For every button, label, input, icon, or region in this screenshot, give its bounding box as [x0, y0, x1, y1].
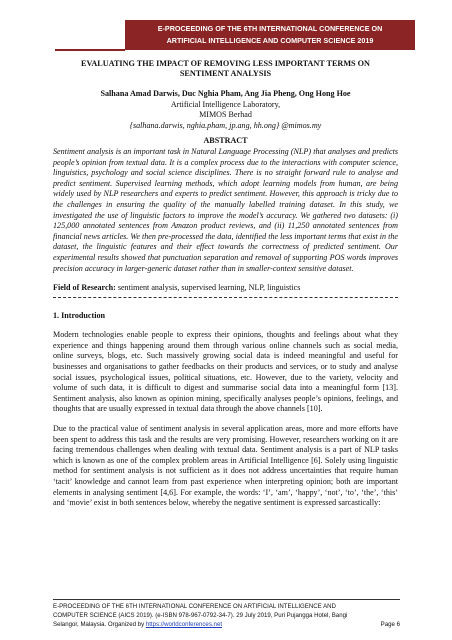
field-value: sentiment analysis, supervised learning, NLP, linguistics: [115, 283, 301, 293]
intro-paragraph-1: Modern technologies enable people to express their opinions, thoughts and feelings about what they experience and things happening around them through various online channels such as social media, online surveys, blogs, etc. Such massively growing social data is indeed meaningful and useful for businesses and organisations to gather feedbacks on their products and services, or to study and analyse social issues, psychological issues, political situations, etc. However, due to the variety, velocity and volume of such data, it is difficult to digest and summarise social data into a meaningful form [13]. Sentiment analysis, also known as opinion mining, specifically analyses people’s opinions, feelings, and thoughts that are usually expressed in textual data through the above channels [10].: [53, 330, 398, 414]
conference-website-link[interactable]: https://worldconferences.net: [145, 621, 223, 628]
page-number: Page 6: [380, 621, 400, 628]
title-line-1: EVALUATING THE IMPACT OF REMOVING LESS IMPORTANT TERMS ON: [81, 59, 370, 68]
affiliation-line-1: Artificial Intelligence Laboratory,: [170, 99, 281, 109]
footer-line-2: COMPUTER SCIENCE (AICS 2019). (e-ISBN 978-967-0792-34-7). 29 July 2019, Puri Pujangga Hotel, Bangi: [53, 612, 348, 619]
field-of-research: [53, 283, 398, 294]
footer-line-3: [53, 620, 400, 629]
header-line-1: E-PROCEEDING OF THE 6TH INTERNATIONAL CONFERENCE ON: [157, 24, 383, 33]
paper-body: [53, 59, 398, 509]
footer-organizer-text: Selangor, Malaysia. Organized by: [53, 621, 146, 628]
authors: Salhana Amad Darwis, Duc Nghia Pham, Ang Jia Pheng, Ong Hong Hoe: [100, 89, 351, 98]
conference-header-band: [125, 20, 415, 50]
dashed-separator: [53, 297, 398, 298]
abstract-heading: ABSTRACT: [203, 136, 248, 146]
footer-divider: [53, 599, 400, 600]
field-label: Field of Research:: [53, 283, 116, 293]
section-heading-introduction: 1. Introduction: [53, 310, 106, 320]
intro-paragraph-2: Due to the practical value of sentiment analysis in several application areas, more and more efforts have been spent to address this task and the results are very promising. However, researchers working on it are facing tremendous challenges when dealing with textual data. Sentiment analysis is a part of NLP tasks which is known as one of the complex problem areas in Artificial Intelligence [6]. Solely using linguistic method for sentiment analysis is not sufficient as it does not address uncertainties that require human ‘tacit’ knowledge and cannot learn from past experience when interpreting opinion; both are important elements in analysing sentiment [4,6]. For example, the words: ‘I’, ‘am’, ‘happy’, ‘not’, ‘to’, ‘the’, ‘this’ and ‘movie’ exist in both sentences below, whereby the negative sentiment is expressed sarcastically:: [53, 424, 398, 508]
header-line-2: ARTIFICIAL INTELLIGENCE AND COMPUTER SCIENCE 2019: [166, 36, 374, 45]
footer-line-1: E-PROCEEDING OF THE 6TH INTERNATIONAL CONFERENCE ON ARTIFICIAL INTELLIGENCE AND: [53, 603, 336, 610]
abstract-text: Sentiment analysis is an important task in Natural Language Processing (NLP) that analyses and predicts people’s opinion from textual data. It is a complex process due to the interactions with computer science, linguistics, psychology and social science disciplines. There is no straight forward rule to analyse and predict sentiment. Supervised learning methods, which adopt learning models from human, are being widely used by NLP researchers and experts to predict sentiment. However, this approach is tricky due to the challenges in ensuring the quality of the manually labelled training dataset. In this study, we investigated the use of linguistic factors to improve the model’s accuracy. We gathered two datasets: (i) 125,000 annotated sentences from Amazon product reviews, and (ii) 11,250 annotated sentences from financial news articles. We then pre-processed the data, identified the less important terms that exist in the dataset, the linguistic features and their effect towards the correctness of predicted sentiment. Our experimental results showed that punctuation separation and removal of supporting POS words improves precision accuracy in larger-generic dataset rather than in smaller-context sensitive dataset.: [53, 146, 398, 273]
paper-title: [53, 59, 398, 79]
author-emails: {salhana.darwis, nghia.pham, jp.ang, hh.ong} @mimos.my: [129, 120, 322, 130]
header-accent-line: [55, 49, 125, 51]
page-footer: [53, 602, 400, 629]
affiliation-line-2: MIMOS Berhad: [199, 110, 252, 120]
title-line-2: SENTIMENT ANALYSIS: [179, 69, 272, 78]
